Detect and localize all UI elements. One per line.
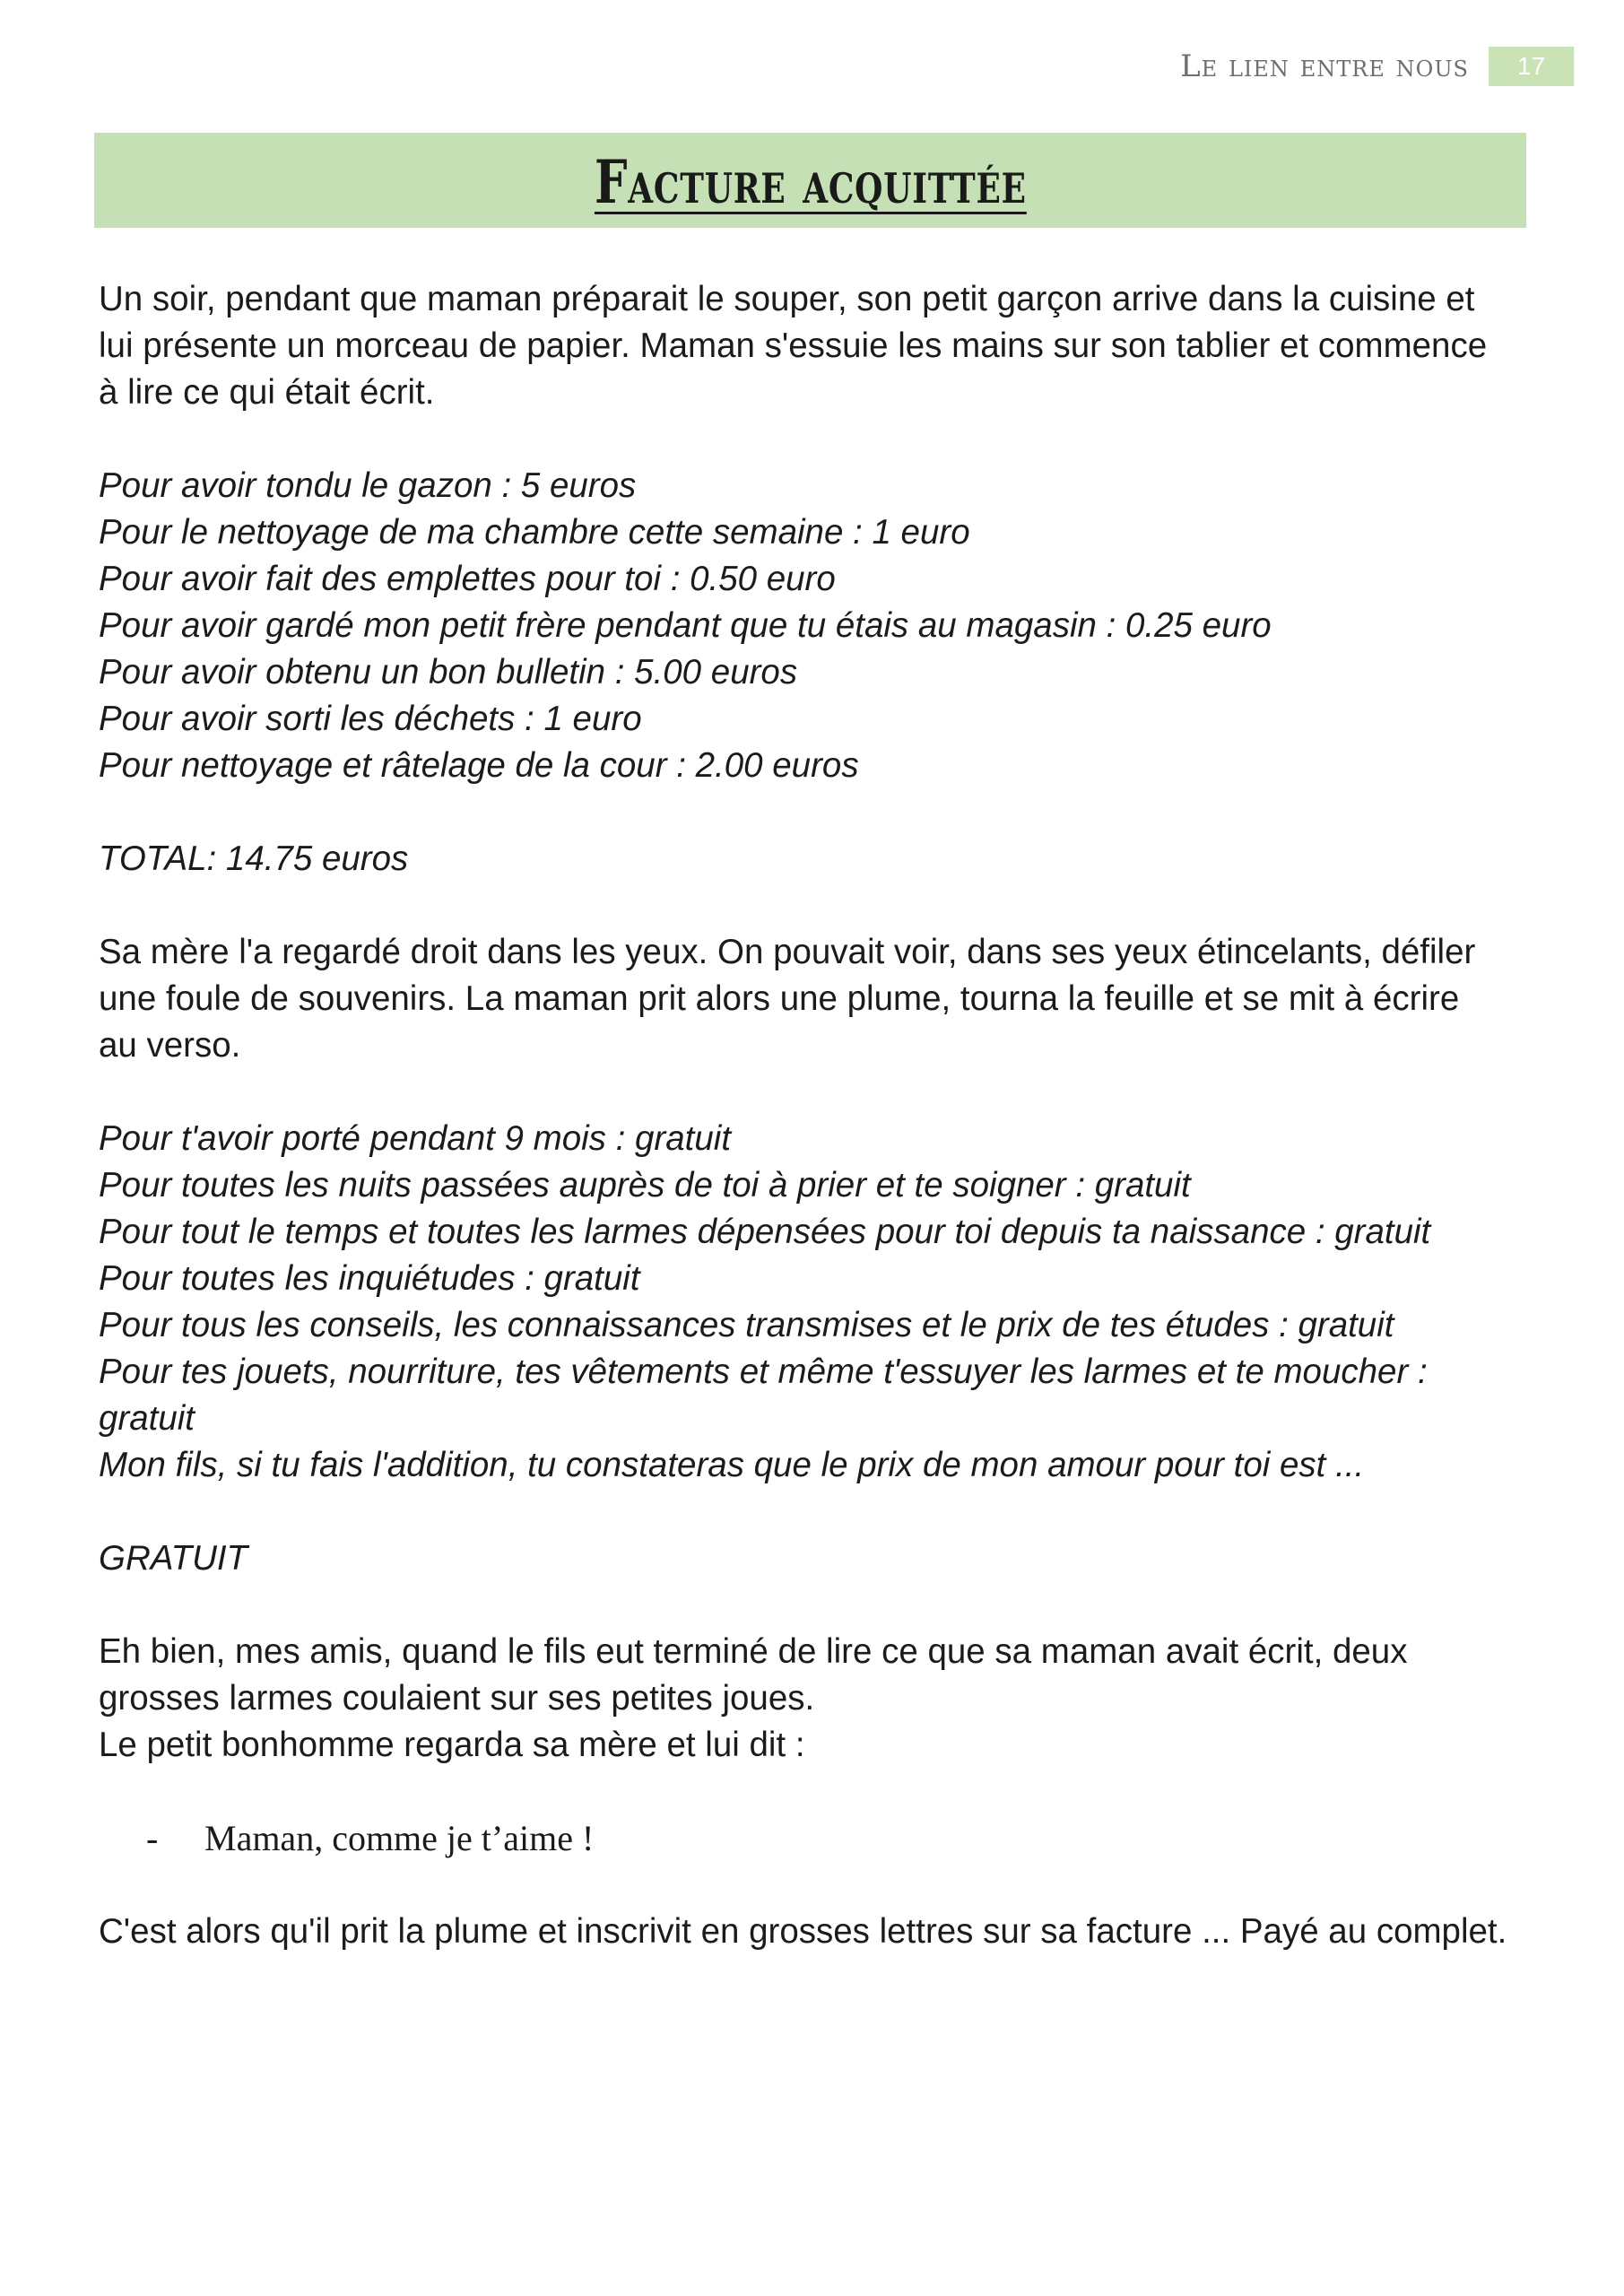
mother-bill-list	[99, 1116, 1533, 1489]
bill-item: Pour avoir sorti les déchets : 1 euro	[99, 700, 642, 738]
bill-item: Pour avoir obtenu un bon bulletin : 5.00 euros	[99, 653, 798, 691]
bill-item: Pour tes jouets, nourriture, tes vêtements et même t'essuyer les larmes et te moucher :	[99, 1352, 1428, 1391]
bill-item: gratuit	[99, 1399, 195, 1438]
bill-item: Pour tous les conseils, les connaissances transmises et le prix de tes études : gratuit	[99, 1306, 1394, 1344]
text-line: grosses larmes coulaient sur ses petites joues.	[99, 1679, 815, 1718]
quote-dash: -	[146, 1818, 159, 1858]
closing-line: C'est alors qu'il prit la plume et inscrivit en grosses lettres sur sa facture ... Payé au complet.	[99, 1912, 1507, 1951]
ending-paragraph	[99, 1629, 1533, 1769]
mother-bill-total: GRATUIT	[99, 1539, 248, 1578]
text-line: à lire ce qui était écrit.	[99, 373, 435, 412]
text-line: une foule de souvenirs. La maman prit alors une plume, tourna la feuille et se mit à écrire	[99, 979, 1460, 1018]
text-line: au verso.	[99, 1026, 241, 1065]
bill-item: Pour tout le temps et toutes les larmes dépensées pour toi depuis ta naissance : gratuit	[99, 1213, 1431, 1251]
bill-item: Pour t'avoir porté pendant 9 mois : gratuit	[99, 1119, 732, 1158]
running-header	[1180, 47, 1624, 86]
bill-item: Pour avoir tondu le gazon : 5 euros	[99, 466, 637, 505]
article-body	[99, 276, 1533, 1955]
intro-paragraph	[99, 276, 1533, 416]
quote-line	[99, 1815, 1533, 1862]
bill-item: Pour toutes les nuits passées auprès de toi à prier et te soigner : gratuit	[99, 1166, 1191, 1205]
bill-item: Pour avoir gardé mon petit frère pendant que tu étais au magasin : 0.25 euro	[99, 606, 1272, 645]
text-line: Eh bien, mes amis, quand le fils eut terminé de lire ce que sa maman avait écrit, deux	[99, 1632, 1408, 1671]
quote-text: Maman, comme je t’aime !	[204, 1818, 595, 1858]
son-bill-list	[99, 463, 1533, 789]
bill-item: Mon fils, si tu fais l'addition, tu constateras que le prix de mon amour pour toi est ...	[99, 1446, 1365, 1484]
text-line: lui présente un morceau de papier. Maman s'essuie les mains sur son tablier et commence	[99, 326, 1488, 365]
bill-item: Pour avoir fait des emplettes pour toi : 0.50 euro	[99, 560, 836, 598]
bill-item: Pour nettoyage et râtelage de la cour : 2.00 euros	[99, 746, 859, 785]
bill-item: Pour toutes les inquiétudes : gratuit	[99, 1259, 640, 1298]
text-line: Sa mère l'a regardé droit dans les yeux. On pouvait voir, dans ses yeux étincelants, défiler	[99, 933, 1476, 971]
bill-item: Pour le nettoyage de ma chambre cette semaine : 1 euro	[99, 513, 970, 552]
text-line: Le petit bonhomme regarda sa mère et lui dit :	[99, 1726, 805, 1764]
page-title: Facture acquittée	[594, 147, 1027, 217]
page-number: 17	[1489, 47, 1574, 86]
title-banner	[94, 133, 1526, 228]
middle-paragraph	[99, 929, 1533, 1069]
series-title: Le lien entre nous	[1180, 48, 1469, 84]
text-line: Un soir, pendant que maman préparait le souper, son petit garçon arrive dans la cuisine et	[99, 280, 1475, 318]
son-bill-total: TOTAL: 14.75 euros	[99, 839, 409, 878]
